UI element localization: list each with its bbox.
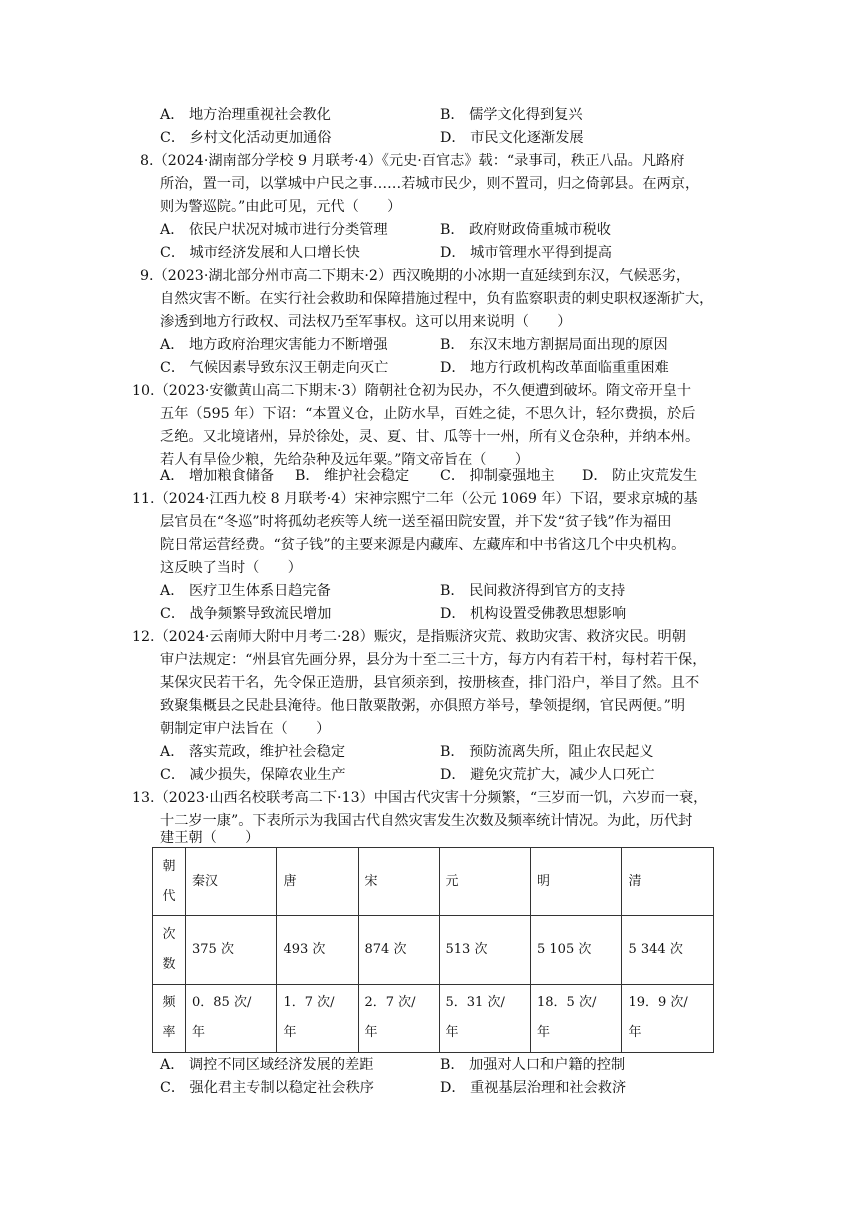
- row-header-dynasty: [153, 848, 186, 916]
- q13-option-c: C． 强化君主专制以稳定社会秩序: [160, 1080, 374, 1096]
- q9-stem-line-3: 渗透到地方行政权、司法权乃至军事权。这可以用来说明（ ）: [160, 314, 572, 330]
- frequency-unit: 年: [192, 1025, 206, 1041]
- count-cell: 874 次: [358, 916, 439, 984]
- q12-option-d: D． 避免灾荒扩大，减少人口死亡: [440, 767, 655, 783]
- q7-option-d: D． 市民文化逐渐发展: [440, 130, 584, 146]
- count-cell: 493 次: [277, 916, 358, 984]
- q11-option-c: C． 战争频繁导致流民增加: [160, 606, 332, 622]
- q7-option-b: B． 儒学文化得到复兴: [440, 107, 583, 123]
- q10-stem-line-2: 五年（595 年）下诏：“本置义仓，止防水旱，百姓之徒，不思久计，轻尔费损，於后: [160, 406, 696, 422]
- q12-stem-line-4: 致聚集概县之民赴县淹待。他日散粟散粥，亦俱照方举号，挚领提纲，官民两便。”明: [160, 698, 686, 714]
- frequency-value: 1．7 次/: [283, 995, 335, 1011]
- q11-stem-line-1: 11.（2024·江西九校 8 月联考·4）宋神宗熙宁二年（公元 1069 年）下诏，要求京城的基: [132, 491, 698, 507]
- dynasty-cell: 清: [622, 848, 714, 916]
- q10-option-d: D． 防止灾荒发生: [582, 468, 698, 484]
- dynasty-cell: 明: [531, 848, 622, 916]
- frequency-value: 0．85 次/: [192, 995, 252, 1011]
- q11-option-d: D． 机构设置受佛教思想影响: [440, 606, 627, 622]
- row-header-char: 数: [162, 956, 176, 972]
- q13-stem-line-2: 十二岁一康”。下表所示为我国古代自然灾害发生次数及频率统计情况。为此，历代封: [160, 813, 693, 829]
- q13-option-a: A． 调控不同区域经济发展的差距: [160, 1057, 374, 1073]
- frequency-cell: [358, 984, 439, 1052]
- q12-stem-line-1: 12.（2024·云南师大附中月考二·28）赈灾，是指赈济灾荒、救助灾害、救济灾民。明朝: [132, 629, 686, 645]
- frequency-unit: 年: [445, 1025, 459, 1041]
- frequency-value: 2．7 次/: [364, 995, 416, 1011]
- q11-stem-line-3: 院日常运营经费。“贫子钱”的主要来源是内藏库、左藏库和中书省这几个中央机构。: [160, 537, 686, 553]
- frequency-unit: 年: [537, 1025, 551, 1041]
- q9-option-d: D． 地方行政机构改革面临重重困难: [440, 360, 669, 376]
- q13-option-b: B． 加强对人口和户籍的控制: [440, 1057, 626, 1073]
- row-header-count: [153, 916, 186, 984]
- q13-stem-line-1: 13.（2023·山西名校联考高二下·13）中国古代灾害十分频繁，“三岁而一饥，六岁而一衰，: [132, 790, 708, 806]
- q9-option-a: A． 地方政府治理灾害能力不断增强: [160, 337, 388, 353]
- disaster-frequency-table: [152, 847, 714, 1053]
- q12-option-c: C． 减少损失，保障农业生产: [160, 767, 346, 783]
- q11-option-b: B． 民间救济得到官方的支持: [440, 583, 626, 599]
- q7-option-c: C． 乡村文化活动更加通俗: [160, 130, 332, 146]
- frequency-cell: [439, 984, 530, 1052]
- q12-stem-line-2: 审户法规定：“州县官先画分界，县分为十至二三十方，每方内有若干村，每村若干保，: [160, 652, 707, 668]
- q10-option-c: C． 抑制豪强地主: [440, 468, 555, 484]
- q8-option-b: B． 政府财政倚重城市税收: [440, 222, 611, 238]
- q8-stem-line-3: 则为警巡院。”由此可见，元代（ ）: [160, 199, 402, 215]
- count-cell: 5 344 次: [622, 916, 714, 984]
- q11-stem-line-4: 这反映了当时（ ）: [160, 560, 302, 576]
- frequency-value: 5．31 次/: [445, 995, 505, 1011]
- row-header-char: 频: [162, 995, 176, 1011]
- q12-option-a: A． 落实荒政，维护社会稳定: [160, 744, 346, 760]
- q12-option-b: B． 预防流离失所，阻止农民起义: [440, 744, 654, 760]
- q11-option-a: A． 医疗卫生体系日趋完备: [160, 583, 331, 599]
- table-row-dynasty: [153, 848, 714, 916]
- q10-option-a: A． 增加粮食储备: [160, 468, 275, 484]
- q12-stem-line-3: 某保灾民若干名，先令保正造册，县官须亲到，按册核查，排门沿户，举目了然。且不: [160, 675, 700, 691]
- table-row-count: [153, 916, 714, 984]
- q7-option-a: A． 地方治理重视社会教化: [160, 107, 331, 123]
- frequency-cell: [277, 984, 358, 1052]
- row-header-char: 率: [162, 1025, 176, 1041]
- q12-stem-line-5: 朝制定审户法旨在（ ）: [160, 721, 331, 737]
- q11-stem-line-2: 层官员在“冬巡”时将孤幼老疾等人统一送至福田院安置，并下发“贫子钱”作为福田: [160, 514, 672, 530]
- dynasty-cell: 秦汉: [186, 848, 277, 916]
- frequency-cell: [186, 984, 277, 1052]
- q13-stem-line-3: 建王朝（ ）: [160, 830, 260, 846]
- row-header-frequency: [153, 984, 186, 1052]
- q10-stem-line-4: 若人有旱俭少粮，先给杂种及远年粟。”隋文帝旨在（ ）: [160, 452, 530, 468]
- q9-option-b: B． 东汉末地方割据局面出现的原因: [440, 337, 668, 353]
- q10-stem-line-1: 10.（2023·安徽黄山高二下期末·3）隋朝社仓初为民办，不久便遭到破坏。隋文帝开皇十: [132, 383, 692, 399]
- dynasty-cell: 唐: [277, 848, 358, 916]
- count-cell: 375 次: [186, 916, 277, 984]
- frequency-unit: 年: [364, 1025, 378, 1041]
- q8-option-c: C． 城市经济发展和人口增长快: [160, 245, 360, 261]
- frequency-cell: [531, 984, 622, 1052]
- q13-option-d: D． 重视基层治理和社会救济: [440, 1080, 627, 1096]
- q8-option-d: D． 城市管理水平得到提高: [440, 245, 612, 261]
- dynasty-cell: 元: [439, 848, 530, 916]
- q9-stem-line-2: 自然灾害不断。在实行社会救助和保障措施过程中，负有监察职责的刺史职权逐渐扩大，: [160, 291, 714, 307]
- q8-stem-line-1: 8.（2024·湖南部分学校 9 月联考·4）《元史·百官志》载：“录事司，秩正八品。凡路府: [140, 153, 685, 169]
- frequency-unit: 年: [628, 1025, 642, 1041]
- count-cell: 513 次: [439, 916, 530, 984]
- q9-option-c: C． 气候因素导致东汉王朝走向灭亡: [160, 360, 389, 376]
- q10-stem-line-3: 乏绝。又北境诸州，异於徐处，灵、夏、甘、瓜等十一州，所有义仓杂种，并纳本州。: [160, 429, 700, 445]
- q10-option-b: B． 维护社会稳定: [295, 468, 410, 484]
- frequency-unit: 年: [283, 1025, 297, 1041]
- count-cell: 5 105 次: [531, 916, 622, 984]
- row-header-char: 朝: [162, 858, 176, 874]
- row-header-char: 次: [162, 926, 176, 942]
- row-header-char: 代: [162, 888, 176, 904]
- q9-stem-line-1: 9.（2023·湖北部分州市高二下期末·2）西汉晚期的小冰期一直延续到东汉，气候恶劣，: [140, 268, 691, 284]
- frequency-value: 19．9 次/: [628, 995, 688, 1011]
- q8-stem-line-2: 所治，置一司，以掌城中户民之事……若城市民少，则不置司，归之倚郭县。在两京，: [160, 176, 700, 192]
- table-row-frequency: [153, 984, 714, 1052]
- dynasty-cell: 宋: [358, 848, 439, 916]
- frequency-value: 18．5 次/: [537, 995, 597, 1011]
- q8-option-a: A． 依民户状况对城市进行分类管理: [160, 222, 388, 238]
- frequency-cell: [622, 984, 714, 1052]
